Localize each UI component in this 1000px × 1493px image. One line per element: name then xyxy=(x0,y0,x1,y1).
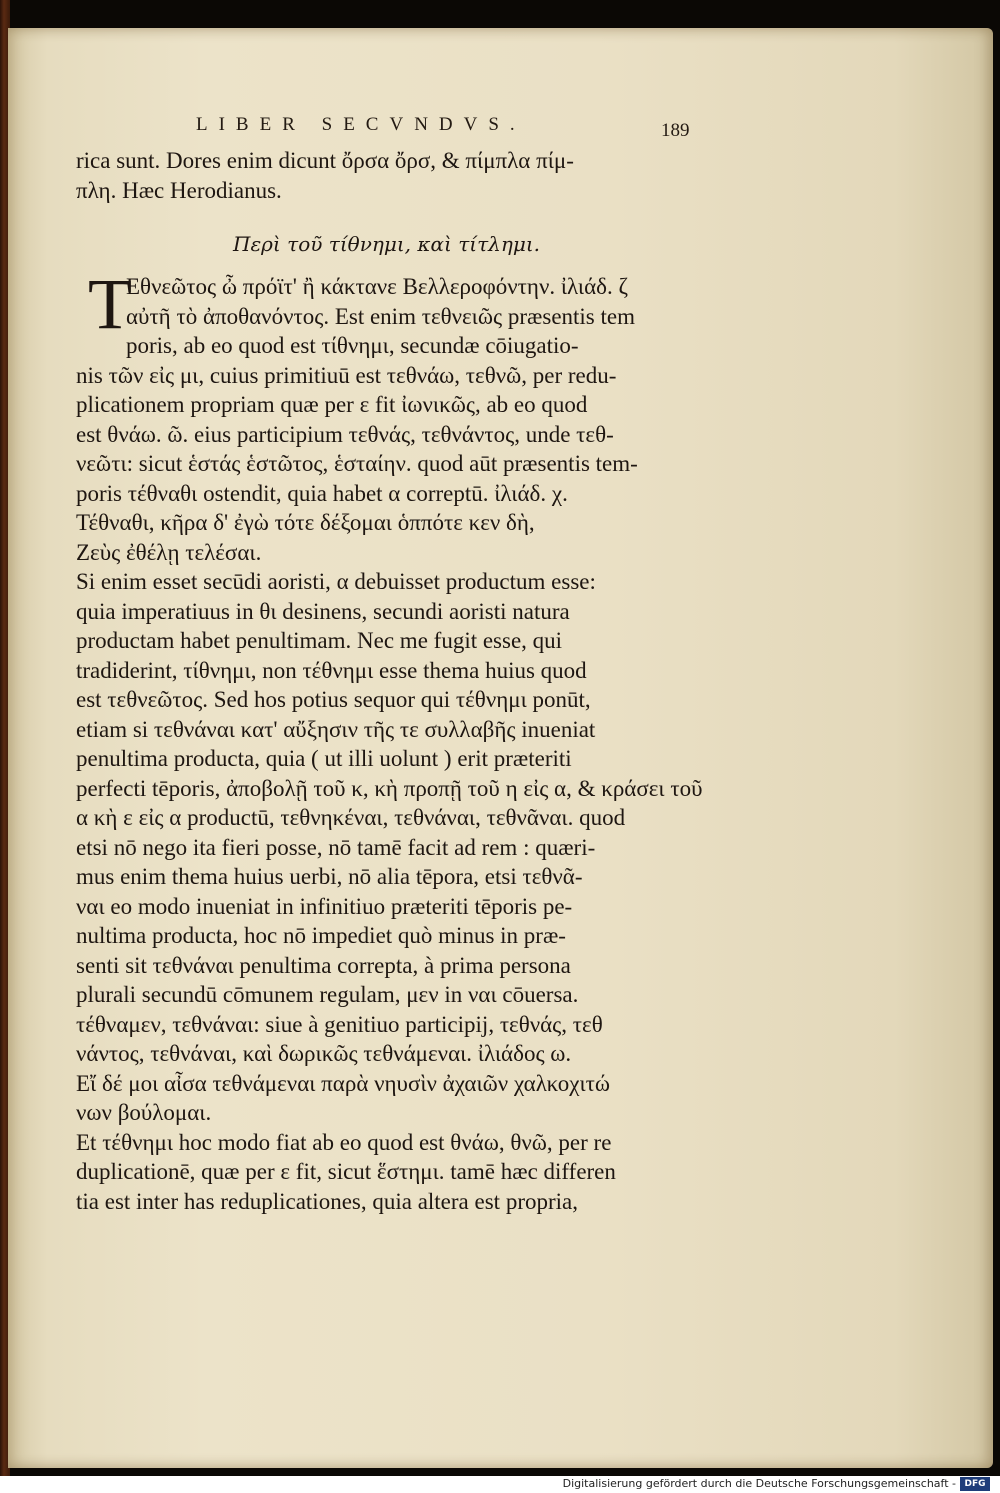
text-line: Εθνεῶτος ὦ πρόϊτ' ἢ κάκτανε Βελλεροφόντην. ἰλιάδ. ζ xyxy=(126,274,629,299)
text-line: etsi nō nego ita fieri posse, nō tamē facit ad rem : quæri- xyxy=(76,834,596,860)
text-line: tradiderint, τίθνημι, non τέθνημι esse thema huius quod xyxy=(76,657,587,683)
text-line: Εἴ δέ μοι αἶσα τεθνάμεναι παρὰ νηυσὶν ἀχαιῶν χαλκοχιτώ xyxy=(76,1070,611,1096)
text-line: nultima producta, hoc nō impediet quò minus in præ- xyxy=(76,923,566,948)
text-line: mus enim thema huius uerbi, nō alia tēpora, etsi τεθνᾶ- xyxy=(76,864,583,889)
text-line: duplicationē, quæ per ε fit, sicut ἕστημι. tamē hæc differen xyxy=(76,1159,616,1184)
text-line: ναι eo modo inueniat in infinitiuo præteriti tēporis pe- xyxy=(76,893,573,919)
text-line: tia est inter has reduplicationes, quia altera est propria, xyxy=(76,1188,578,1214)
page-number: 189 xyxy=(661,120,690,141)
text-line: Et τέθνημι hoc modo fiat ab eo quod est θνάω, θνῶ, per re xyxy=(76,1129,612,1155)
funding-credit: Digitalisierung gefördert durch die Deutsche Forschungsgemeinschaft - xyxy=(562,1477,956,1490)
text-line: αὐτῆ τὸ ἀποθανόντος. Est enim τεθνειῶς præsentis tem xyxy=(126,303,635,329)
text-line: senti sit τεθνάναι penultima correpta, à prima persona xyxy=(76,952,571,978)
text-line: quia imperatiuus in θι desinens, secundi aoristi natura xyxy=(76,598,570,624)
dfg-logo-icon: DFG xyxy=(960,1477,990,1491)
opening-lines xyxy=(76,146,646,205)
text-line: poris τέθναθι ostendit, quia habet α correptū. ἰλιάδ. χ. xyxy=(76,480,568,506)
text-line: rica sunt. Dores enim dicunt ὄρσα ὄρσ, & πίμπλα πίμ- xyxy=(76,148,574,173)
text-line: etiam si τεθνάναι κατ' αὔξησιν τῆς τε συλλαβῆς inueniat xyxy=(76,716,596,742)
text-line: penultima producta, quia ( ut illi uolunt ) erit præteriti xyxy=(76,746,572,771)
text-line: poris, ab eo quod est τίθνημι, secundæ cōiugatio- xyxy=(126,333,579,358)
running-head: LIBER SECVNDVS. xyxy=(196,114,526,135)
text-line: α κὴ ε εἰς α productū, τεθνηκέναι, τεθνάναι, τεθνᾶναι. quod xyxy=(76,805,626,830)
text-line: perfecti tēporis, ἀποβολῇ τοῦ κ, κὴ προπῇ τοῦ η εἰς α, & κράσει τοῦ xyxy=(76,775,703,801)
text-line: νεῶτι: sicut ἑστάς ἑστῶτος, ἑσταίην. quod aūt præsentis tem- xyxy=(76,451,638,476)
text-line: Si enim esset secūdi aoristi, α debuisset productum esse: xyxy=(76,569,596,594)
text-line: νάντος, τεθνάναι, καὶ δωρικῶς τεθνάμεναι. ἰλιάδος ω. xyxy=(76,1041,572,1066)
drop-cap-lines xyxy=(76,272,646,331)
text-line: τέθναμεν, τεθνάναι: siue à genitiuo participij, τεθνάς, τεθ xyxy=(76,1011,603,1037)
section-heading: Περὶ τοῦ τίθνημι, καὶ τίτλημι. xyxy=(233,232,541,256)
text-line: est τεθνεῶτος. Sed hos potius sequor qui τέθνημι ponūt, xyxy=(76,687,591,712)
text-line: nis τῶν εἰς μι, cuius primitiuū est τεθνάω, τεθνῶ, per redu- xyxy=(76,362,617,388)
text-line: plurali secundū cōmunem regulam, μεν in ναι cōuersa. xyxy=(76,982,579,1007)
text-line: πλη. Hæc Herodianus. xyxy=(76,177,282,203)
drop-cap: T xyxy=(88,264,132,344)
text-line: Ζεὺς ἐθέλῃ τελέσαι. xyxy=(76,539,262,565)
text-line: plicationem propriam quæ per ε fit ἰωνικῶς, ab eo quod xyxy=(76,392,588,417)
text-line: Τέθναθι, κῆρα δ' ἐγὼ τότε δέξομαι ὁππότε κεν δὴ, xyxy=(76,510,535,535)
body-text xyxy=(76,331,703,1216)
text-line: νων βούλομαι. xyxy=(76,1100,212,1125)
text-line: est θνάω. ῶ. eius participium τεθνάς, τεθνάντος, unde τεθ- xyxy=(76,421,614,447)
text-line: productam habet penultimam. Nec me fugit esse, qui xyxy=(76,628,563,653)
